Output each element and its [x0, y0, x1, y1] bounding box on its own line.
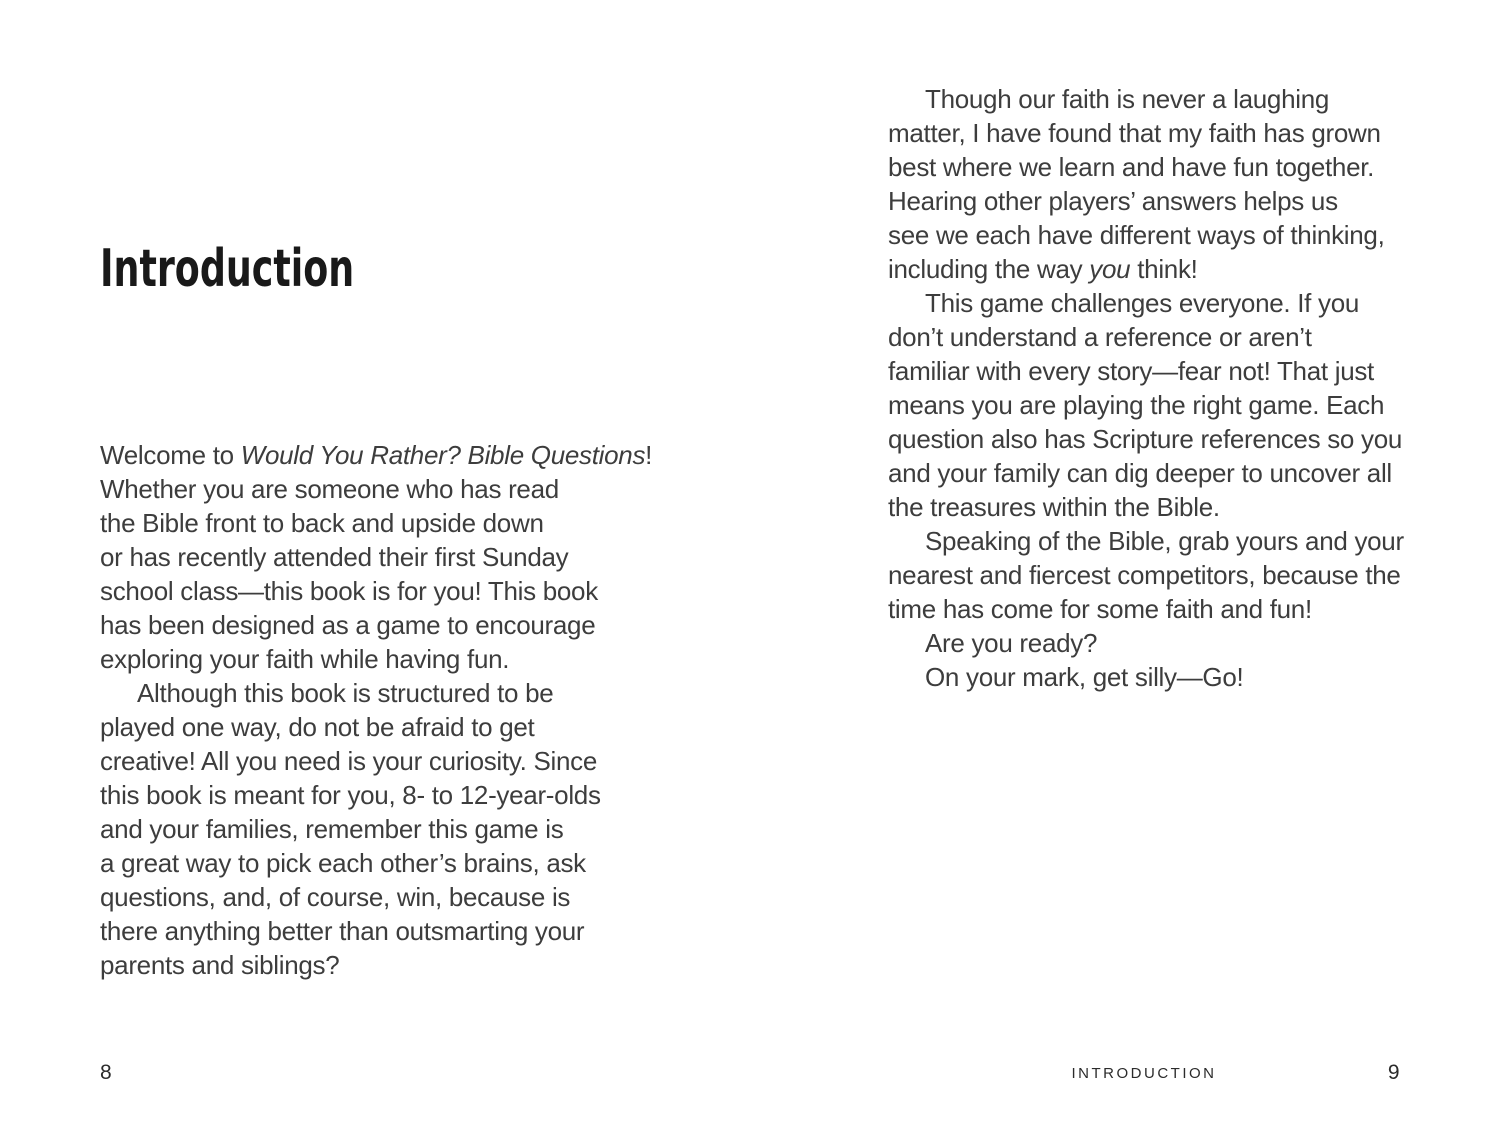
text-segment: has been designed as a game to encourage — [100, 610, 596, 640]
text-segment: Although this book is structured to be — [137, 678, 554, 708]
text-segment: Whether you are someone who has read — [100, 474, 559, 504]
text-segment: means you are playing the right game. Each — [888, 390, 1385, 420]
text-segment: the treasures within the Bible. — [888, 492, 1220, 522]
text-segment: school class—this book is for you! This book — [100, 576, 598, 606]
text-line — [888, 388, 1408, 422]
text-line — [888, 218, 1408, 252]
text-segment: including the way — [888, 254, 1090, 284]
text-segment: parents and siblings? — [100, 950, 340, 980]
text-line — [100, 846, 620, 880]
text-segment: the Bible front to back and upside down — [100, 508, 544, 538]
text-line — [100, 948, 620, 982]
page-left-body-text — [100, 438, 653, 982]
text-segment: time has come for some faith and fun! — [888, 594, 1312, 624]
text-segment: Hearing other players’ answers helps us — [888, 186, 1338, 216]
text-segment: Speaking of the Bible, grab yours and your — [925, 526, 1404, 556]
page-number-left: 8 — [100, 1061, 113, 1084]
text-segment: This game challenges everyone. If you — [925, 288, 1360, 318]
text-segment: matter, I have found that my faith has grown — [888, 118, 1381, 148]
text-segment: On your mark, get silly—Go! — [925, 662, 1244, 692]
text-line — [888, 524, 1408, 558]
text-line — [100, 540, 620, 574]
text-line — [888, 252, 1408, 286]
text-segment: best where we learn and have fun together. — [888, 152, 1375, 182]
text-line — [100, 642, 620, 676]
text-segment: creative! All you need is your curiosity. Since — [100, 746, 597, 776]
text-line — [100, 812, 620, 846]
text-segment: Are you ready? — [925, 628, 1098, 658]
text-line — [888, 626, 1408, 660]
text-line — [888, 150, 1408, 184]
text-segment: familiar with every story—fear not! That just — [888, 356, 1374, 386]
text-line — [100, 744, 620, 778]
text-segment: played one way, do not be afraid to get — [100, 712, 535, 742]
text-segment: or has recently attended their first Sunday — [100, 542, 569, 572]
page-right-body-text — [888, 82, 1408, 694]
text-segment: questions, and, of course, win, because is — [100, 882, 571, 912]
text-line — [100, 472, 620, 506]
text-line — [100, 574, 620, 608]
text-line — [100, 676, 620, 710]
text-line — [888, 660, 1408, 694]
text-line — [888, 422, 1408, 456]
text-line — [100, 438, 653, 472]
text-line — [888, 354, 1408, 388]
text-line — [100, 506, 620, 540]
italic-text-segment: Would You Rather? Bible Questions — [240, 440, 646, 470]
text-line — [888, 184, 1408, 218]
text-line — [888, 286, 1408, 320]
text-line — [100, 608, 620, 642]
text-segment: Though our faith is never a laughing — [925, 84, 1330, 114]
chapter-heading: Introduction — [100, 239, 355, 299]
text-segment: and your families, remember this game is — [100, 814, 564, 844]
text-segment: think! — [1130, 254, 1198, 284]
text-line — [888, 82, 1408, 116]
text-line — [100, 778, 620, 812]
text-line — [888, 558, 1408, 592]
text-segment: a great way to pick each other’s brains, ask — [100, 848, 586, 878]
italic-text-segment: you — [1089, 254, 1131, 284]
text-segment: exploring your faith while having fun. — [100, 644, 510, 674]
text-segment: ! — [645, 440, 653, 470]
text-line — [888, 490, 1408, 524]
text-segment: don’t understand a reference or aren’t — [888, 322, 1312, 352]
page-number-right: 9 — [1387, 1061, 1400, 1084]
text-line — [100, 914, 620, 948]
text-line — [888, 592, 1408, 626]
text-segment: this book is meant for you, 8- to 12-year-olds — [100, 780, 601, 810]
text-segment: there anything better than outsmarting your — [100, 916, 585, 946]
text-segment: question also has Scripture references so you — [888, 424, 1403, 454]
text-segment: Welcome to — [100, 440, 241, 470]
text-line — [100, 710, 620, 744]
running-footer-label: INTRODUCTION — [1071, 1065, 1217, 1082]
text-segment: nearest and fiercest competitors, because the — [888, 560, 1401, 590]
text-line — [100, 880, 620, 914]
text-line — [888, 116, 1408, 150]
text-segment: see we each have different ways of thinking, — [888, 220, 1385, 250]
text-line — [888, 320, 1408, 354]
text-segment: and your family can dig deeper to uncover all — [888, 458, 1392, 488]
text-line — [888, 456, 1408, 490]
